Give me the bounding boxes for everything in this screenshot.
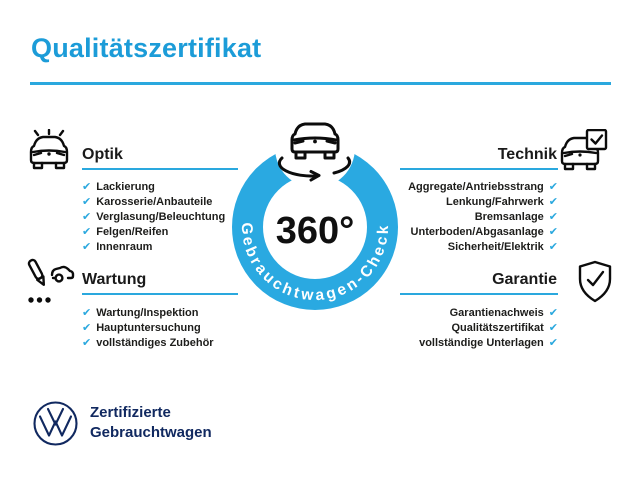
section-title-technik: Technik bbox=[497, 146, 557, 163]
checklist-item-label: Bremsanlage bbox=[474, 210, 544, 223]
checklist-item-label: Innenraum bbox=[96, 240, 153, 253]
checklist-item-label: Lenkung/Fahrwerk bbox=[445, 195, 544, 208]
checklist-item-label: Garantienachweis bbox=[449, 306, 544, 319]
check-icon: ✔ bbox=[548, 322, 558, 334]
check-icon: ✔ bbox=[548, 226, 558, 238]
checklist-item-label: Verglasung/Beleuchtung bbox=[96, 210, 226, 223]
checklist-item-label: Aggregate/Antriebsstrang bbox=[408, 180, 544, 193]
section-underline bbox=[82, 293, 238, 295]
section-underline bbox=[82, 168, 238, 170]
checklist-item-label: Unterboden/Abgasanlage bbox=[410, 225, 544, 238]
brand-claim bbox=[90, 403, 212, 443]
check-icon: ✔ bbox=[82, 322, 92, 334]
checklist-item-label: Karosserie/Anbauteile bbox=[96, 195, 213, 208]
brand-claim-line2: Gebrauchtwagen bbox=[90, 424, 212, 441]
checklist-item-label: Qualitätszertifikat bbox=[451, 321, 544, 334]
optik-checklist bbox=[82, 179, 225, 254]
service-checklist-icon bbox=[25, 258, 77, 308]
checklist-item bbox=[82, 194, 225, 209]
page-title: Qualitätszertifikat bbox=[31, 33, 262, 63]
section-title-optik: Optik bbox=[82, 146, 123, 163]
check-icon: ✔ bbox=[548, 211, 558, 223]
check-icon: ✔ bbox=[82, 181, 92, 193]
checklist-item bbox=[82, 305, 214, 320]
check-icon: ✔ bbox=[548, 196, 558, 208]
check-icon: ✔ bbox=[82, 226, 92, 238]
check-icon: ✔ bbox=[548, 181, 558, 193]
check-icon: ✔ bbox=[82, 211, 92, 223]
checklist-item-label: Lackierung bbox=[96, 180, 155, 193]
checklist-item bbox=[340, 335, 558, 350]
check-icon: ✔ bbox=[82, 196, 92, 208]
checklist-item bbox=[82, 224, 225, 239]
check-icon: ✔ bbox=[82, 307, 92, 319]
checklist-item-label: vollständige Unterlagen bbox=[419, 336, 544, 349]
vw-logo bbox=[32, 400, 79, 447]
header-divider bbox=[30, 82, 611, 85]
check-icon: ✔ bbox=[548, 337, 558, 349]
wartung-checklist bbox=[82, 305, 214, 350]
section-underline bbox=[400, 168, 558, 170]
check-icon: ✔ bbox=[82, 337, 92, 349]
check-icon: ✔ bbox=[548, 241, 558, 253]
brand-claim-line1: Zertifizierte bbox=[90, 404, 171, 421]
section-title-garantie: Garantie bbox=[492, 271, 557, 288]
ring-label: Gebrauchtwagen-Check bbox=[237, 222, 393, 305]
shield-check-icon bbox=[573, 259, 617, 307]
check-icon: ✔ bbox=[82, 241, 92, 253]
checklist-item-label: Hauptuntersuchung bbox=[96, 321, 201, 334]
checklist-item bbox=[82, 209, 225, 224]
checklist-item bbox=[340, 320, 558, 335]
checklist-item-label: Felgen/Reifen bbox=[96, 225, 169, 238]
checklist-item bbox=[82, 320, 214, 335]
checklist-item-label: Sicherheit/Elektrik bbox=[447, 240, 544, 253]
section-title-wartung: Wartung bbox=[82, 271, 147, 288]
degree-value: 360° bbox=[275, 210, 355, 252]
checklist-item-label: vollständiges Zubehör bbox=[96, 336, 214, 349]
360-check-ring bbox=[222, 116, 408, 316]
checklist-item bbox=[82, 239, 225, 254]
car-shine-icon bbox=[25, 129, 73, 175]
checklist-item bbox=[82, 335, 214, 350]
checklist-item bbox=[82, 179, 225, 194]
car-checkbox-icon bbox=[560, 129, 608, 175]
check-icon: ✔ bbox=[548, 307, 558, 319]
section-underline bbox=[400, 293, 558, 295]
checklist-item-label: Wartung/Inspektion bbox=[96, 306, 199, 319]
